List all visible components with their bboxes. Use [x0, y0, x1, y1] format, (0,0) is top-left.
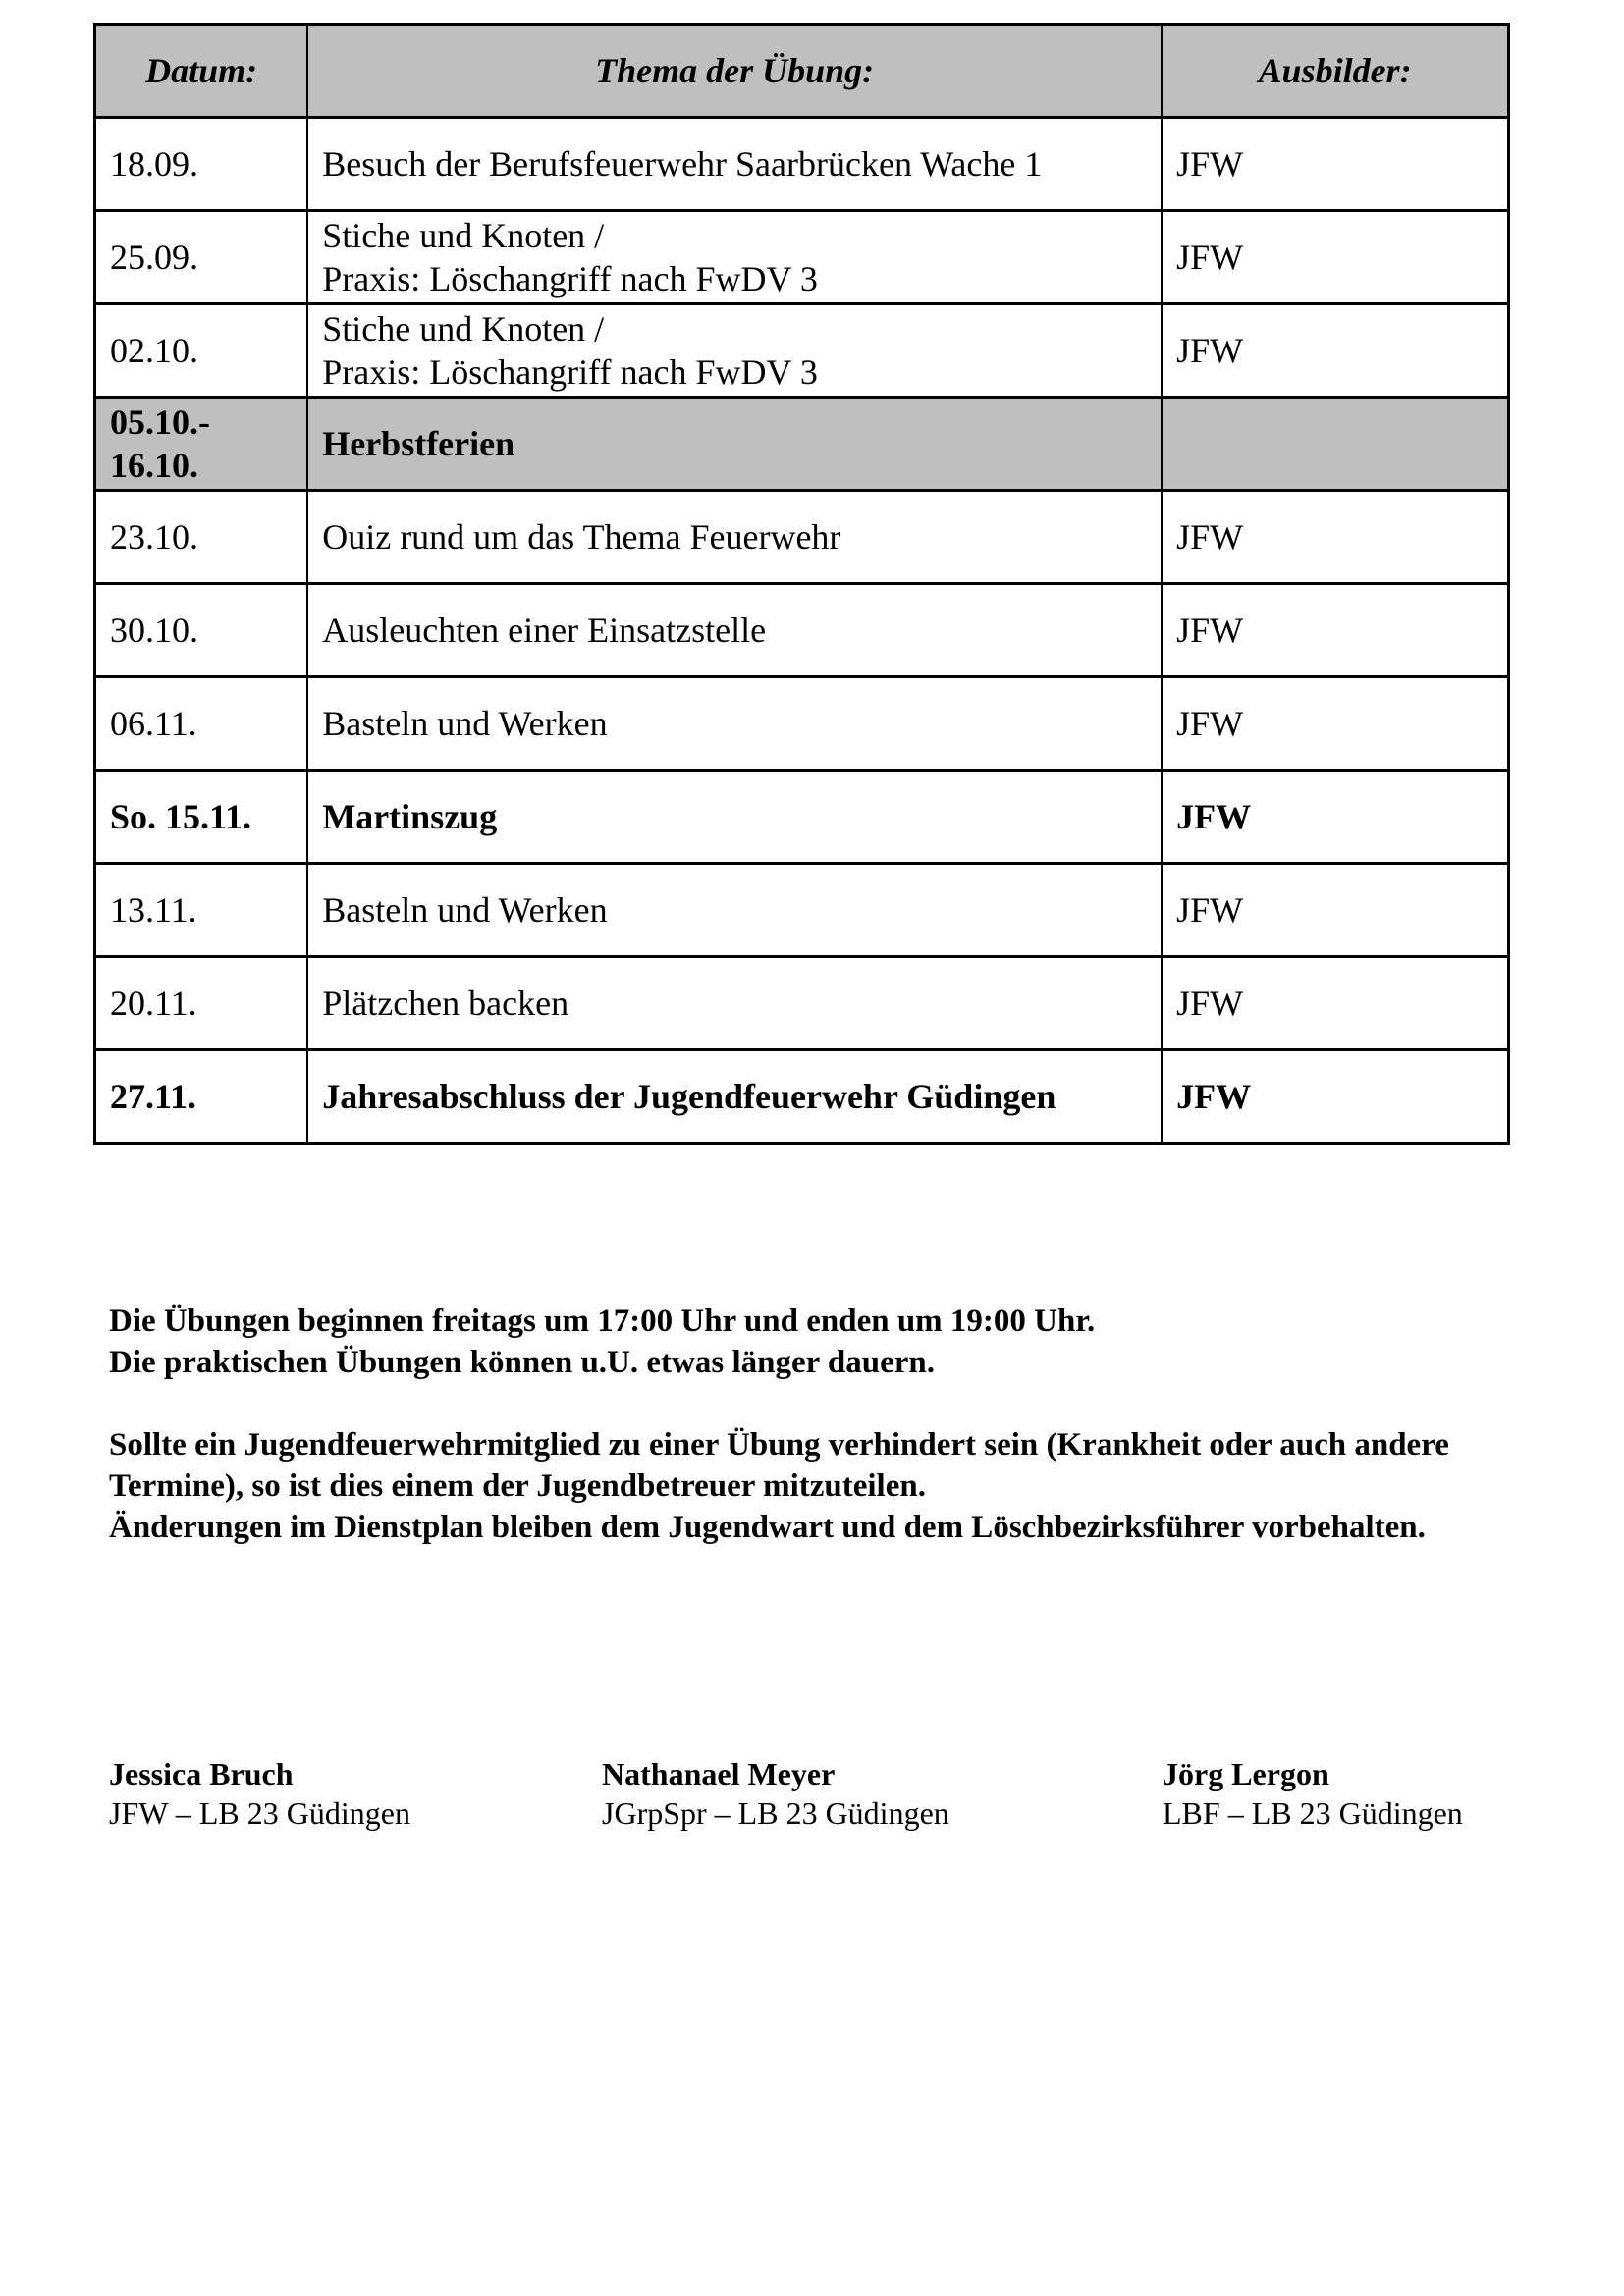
cell-topic: Ouiz rund um das Thema Feuerwehr [307, 491, 1162, 584]
signature-role: JGrpSpr – LB 23 Güdingen [602, 1795, 949, 1831]
cell-topic: Plätzchen backen [307, 957, 1162, 1050]
table-row [95, 584, 1509, 677]
cell-topic: Ausleuchten einer Einsatzstelle [307, 584, 1162, 677]
table-row [95, 491, 1509, 584]
cell-topic: Herbstferien [307, 398, 1162, 491]
notes-line: Änderungen im Dienstplan bleiben dem Jugendwart und dem Löschbezirksführer vorbehalten. [109, 1510, 1426, 1545]
table-row [95, 957, 1509, 1050]
signature-1 [109, 1754, 410, 1833]
signature-3 [1163, 1754, 1463, 1833]
notes-times [109, 1301, 1533, 1383]
notes-line: Die praktischen Übungen können u.U. etwas länger dauern. [109, 1345, 936, 1380]
schedule-table [93, 23, 1510, 1145]
cell-date: 02.10. [95, 304, 308, 398]
table-row [95, 211, 1509, 304]
signature-role: LBF – LB 23 Güdingen [1163, 1795, 1463, 1831]
cell-trainer: JFW [1162, 771, 1508, 864]
table-row [95, 398, 1509, 491]
cell-date: 13.11. [95, 864, 308, 957]
cell-trainer: JFW [1162, 118, 1508, 211]
notes-absence [109, 1424, 1533, 1548]
table-row [95, 1050, 1509, 1144]
header-date: Datum: [95, 25, 308, 118]
cell-date: So. 15.11. [95, 771, 308, 864]
cell-date: 18.09. [95, 118, 308, 211]
notes [109, 1301, 1533, 1589]
header-trainer: Ausbilder: [1162, 25, 1508, 118]
table-row [95, 771, 1509, 864]
cell-date: 20.11. [95, 957, 308, 1050]
cell-trainer: JFW [1162, 304, 1508, 398]
cell-trainer: JFW [1162, 957, 1508, 1050]
header-topic: Thema der Übung: [307, 25, 1162, 118]
table-header-row [95, 25, 1509, 118]
notes-line: Die Übungen beginnen freitags um 17:00 Uhr und enden um 19:00 Uhr. [109, 1304, 1096, 1339]
cell-topic: Stiche und Knoten / Praxis: Löschangriff nach FwDV 3 [307, 304, 1162, 398]
table-row [95, 304, 1509, 398]
cell-topic: Basteln und Werken [307, 864, 1162, 957]
cell-date: 27.11. [95, 1050, 308, 1144]
cell-topic: Basteln und Werken [307, 677, 1162, 771]
cell-topic: Martinszug [307, 771, 1162, 864]
signature-name: Jessica Bruch [109, 1756, 294, 1791]
signature-2 [602, 1754, 949, 1833]
table-row [95, 864, 1509, 957]
signature-name: Nathanael Meyer [602, 1756, 836, 1791]
cell-trainer: JFW [1162, 1050, 1508, 1144]
cell-topic: Jahresabschluss der Jugendfeuerwehr Güdingen [307, 1050, 1162, 1144]
cell-topic: Stiche und Knoten / Praxis: Löschangriff nach FwDV 3 [307, 211, 1162, 304]
cell-trainer: JFW [1162, 491, 1508, 584]
cell-date: 30.10. [95, 584, 308, 677]
cell-date: 05.10.- 16.10. [95, 398, 308, 491]
notes-line: Sollte ein Jugendfeuerwehrmitglied zu einer Übung verhindert sein (Krankheit oder auch andere Termine), so ist dies einem der Jugendbetreuer mitzuteilen. [109, 1427, 1449, 1504]
signature-name: Jörg Lergon [1163, 1756, 1329, 1791]
signature-role: JFW – LB 23 Güdingen [109, 1795, 410, 1831]
cell-trainer: JFW [1162, 677, 1508, 771]
cell-trainer: JFW [1162, 211, 1508, 304]
table-row [95, 677, 1509, 771]
cell-trainer: JFW [1162, 864, 1508, 957]
cell-trainer: JFW [1162, 584, 1508, 677]
cell-date: 25.09. [95, 211, 308, 304]
cell-date: 06.11. [95, 677, 308, 771]
cell-date: 23.10. [95, 491, 308, 584]
table-row [95, 118, 1509, 211]
cell-trainer [1162, 398, 1508, 491]
cell-topic: Besuch der Berufsfeuerwehr Saarbrücken Wache 1 [307, 118, 1162, 211]
